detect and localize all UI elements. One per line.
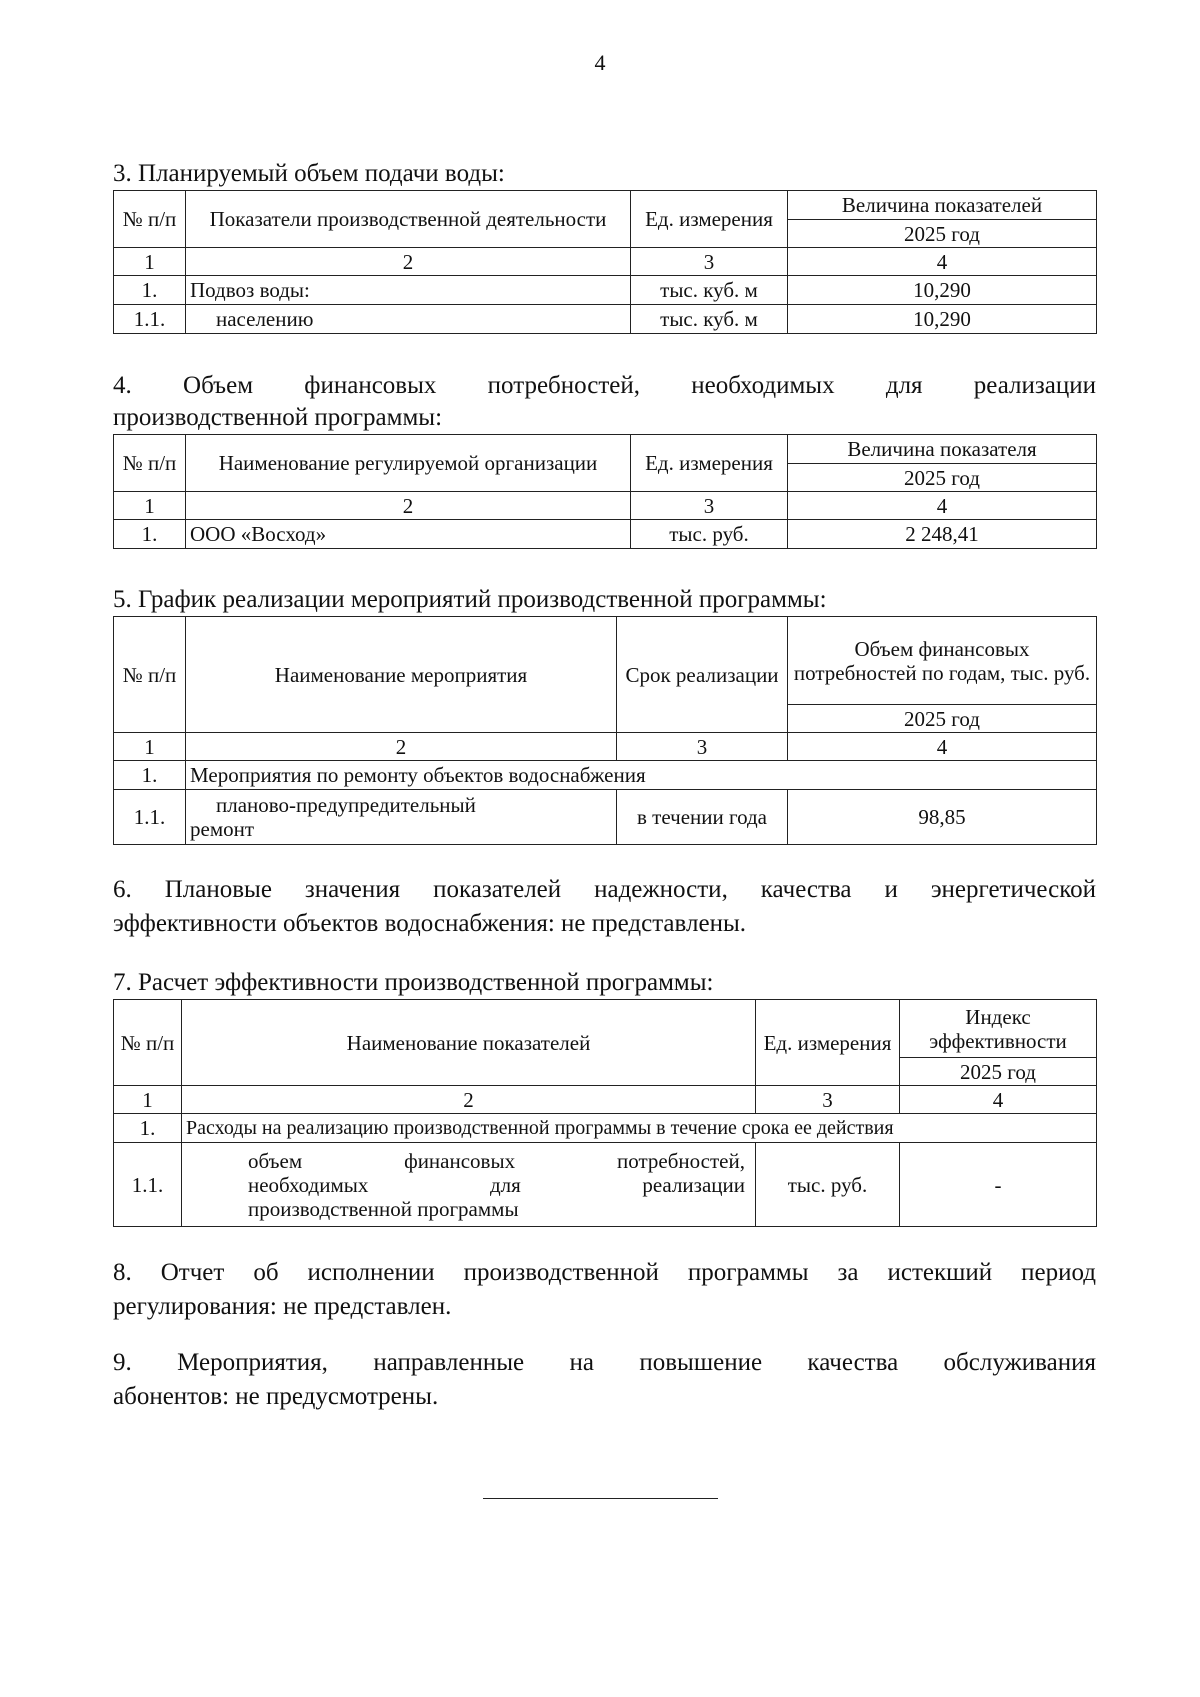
row-no: 1. [114, 520, 186, 549]
col-name: Наименование регулируемой организации [186, 435, 631, 492]
col-unit: Ед. измерения [631, 191, 788, 248]
idx-cell: 4 [788, 492, 1097, 520]
end-divider [483, 1498, 718, 1499]
row-unit: тыс. куб. м [631, 305, 788, 334]
water-supply-table [113, 190, 1097, 334]
col-no: № п/п [114, 435, 186, 492]
idx-cell: 1 [114, 248, 186, 276]
section-3 [113, 158, 1096, 334]
row-value: - [900, 1143, 1097, 1227]
row-name-line: необходимых для реализации [248, 1172, 745, 1197]
row-name [182, 1143, 756, 1227]
row-unit: тыс. руб. [631, 520, 788, 549]
idx-cell: 1 [114, 733, 186, 761]
col-year: 2025 год [788, 705, 1097, 733]
idx-cell: 2 [186, 492, 631, 520]
section-6 [113, 873, 1096, 941]
col-year: 2025 год [788, 464, 1097, 492]
section-5-heading: 5. График реализации мероприятий производственной программы: [113, 586, 827, 613]
table-row [114, 276, 1097, 305]
col-value: Величина показателя [788, 435, 1097, 464]
idx-cell: 2 [186, 248, 631, 276]
col-year: 2025 год [900, 1058, 1097, 1086]
schedule-table [113, 616, 1097, 845]
section-9-line1: 9. Мероприятия, направленные на повышение качества обслуживания [113, 1349, 1096, 1376]
row-no: 1.1. [114, 1143, 182, 1227]
efficiency-table [113, 999, 1097, 1227]
idx-cell: 4 [788, 733, 1097, 761]
col-no: № п/п [114, 617, 186, 733]
table-row [114, 1143, 1097, 1227]
col-name: Наименование мероприятия [186, 617, 617, 733]
section-5 [113, 584, 1096, 845]
row-name [186, 790, 617, 845]
row-name: ООО «Восход» [186, 520, 631, 549]
row-term: в течении года [617, 790, 788, 845]
row-unit: тыс. куб. м [631, 276, 788, 305]
financial-needs-table [113, 434, 1097, 549]
table-row [114, 520, 1097, 549]
section-4 [113, 370, 1096, 549]
row-name: населению [186, 305, 631, 334]
idx-cell: 4 [900, 1086, 1097, 1114]
col-no: № п/п [114, 191, 186, 248]
row-value: 10,290 [788, 305, 1097, 334]
page-number: 4 [594, 50, 606, 75]
row-name-line: объем финансовых потребностей, [248, 1148, 745, 1173]
group-name: Мероприятия по ремонту объектов водоснабжения [186, 761, 1097, 790]
col-value: Величина показателей [788, 191, 1097, 220]
table-row [114, 761, 1097, 790]
table-row [114, 790, 1097, 845]
col-year: 2025 год [788, 220, 1097, 248]
col-value: Индекс эффективности [900, 1000, 1097, 1058]
row-name: Подвоз воды: [186, 276, 631, 305]
row-no: 1. [114, 761, 186, 790]
idx-cell: 4 [788, 248, 1097, 276]
col-no: № п/п [114, 1000, 182, 1086]
section-6-line2: эффективности объектов водоснабжения: не представлены. [113, 910, 746, 937]
row-no: 1. [114, 1114, 182, 1143]
section-4-heading-line1: 4. Объем финансовых потребностей, необходимых для реализации [113, 372, 1096, 399]
col-value: Объем финансовых потребностей по годам, тыс. руб. [788, 617, 1097, 705]
group-name: Расходы на реализацию производственной программы в течение срока ее действия [182, 1114, 1097, 1143]
row-name-line: ремонт [190, 817, 255, 841]
idx-cell: 3 [631, 492, 788, 520]
row-value: 98,85 [788, 790, 1097, 845]
section-8-line1: 8. Отчет об исполнении производственной программы за истекший период [113, 1259, 1096, 1286]
idx-cell: 3 [756, 1086, 900, 1114]
col-term: Срок реализации [617, 617, 788, 733]
section-9-line2: абонентов: не предусмотрены. [113, 1383, 439, 1410]
section-3-heading: 3. Планируемый объем подачи воды: [113, 160, 505, 187]
table-row [114, 1114, 1097, 1143]
section-4-heading-line2: производственной программы: [113, 404, 443, 431]
idx-cell: 3 [631, 248, 788, 276]
section-9 [113, 1346, 1096, 1414]
idx-cell: 1 [114, 1086, 182, 1114]
section-6-line1: 6. Плановые значения показателей надежности, качества и энергетической [113, 876, 1096, 903]
section-8 [113, 1256, 1096, 1324]
row-value: 2 248,41 [788, 520, 1097, 549]
row-name-line: производственной программы [248, 1196, 519, 1221]
row-no: 1. [114, 276, 186, 305]
table-row [114, 305, 1097, 334]
idx-cell: 1 [114, 492, 186, 520]
row-unit: тыс. руб. [756, 1143, 900, 1227]
row-name-line: планово-предупредительный [216, 793, 476, 817]
section-7 [113, 967, 1096, 1227]
col-name: Наименование показателей [182, 1000, 756, 1086]
col-name: Показатели производственной деятельности [186, 191, 631, 248]
row-no: 1.1. [114, 790, 186, 845]
col-unit: Ед. измерения [756, 1000, 900, 1086]
idx-cell: 2 [186, 733, 617, 761]
row-value: 10,290 [788, 276, 1097, 305]
idx-cell: 2 [182, 1086, 756, 1114]
section-8-line2: регулирования: не представлен. [113, 1293, 452, 1320]
row-no: 1.1. [114, 305, 186, 334]
col-unit: Ед. измерения [631, 435, 788, 492]
idx-cell: 3 [617, 733, 788, 761]
section-7-heading: 7. Расчет эффективности производственной программы: [113, 969, 714, 996]
